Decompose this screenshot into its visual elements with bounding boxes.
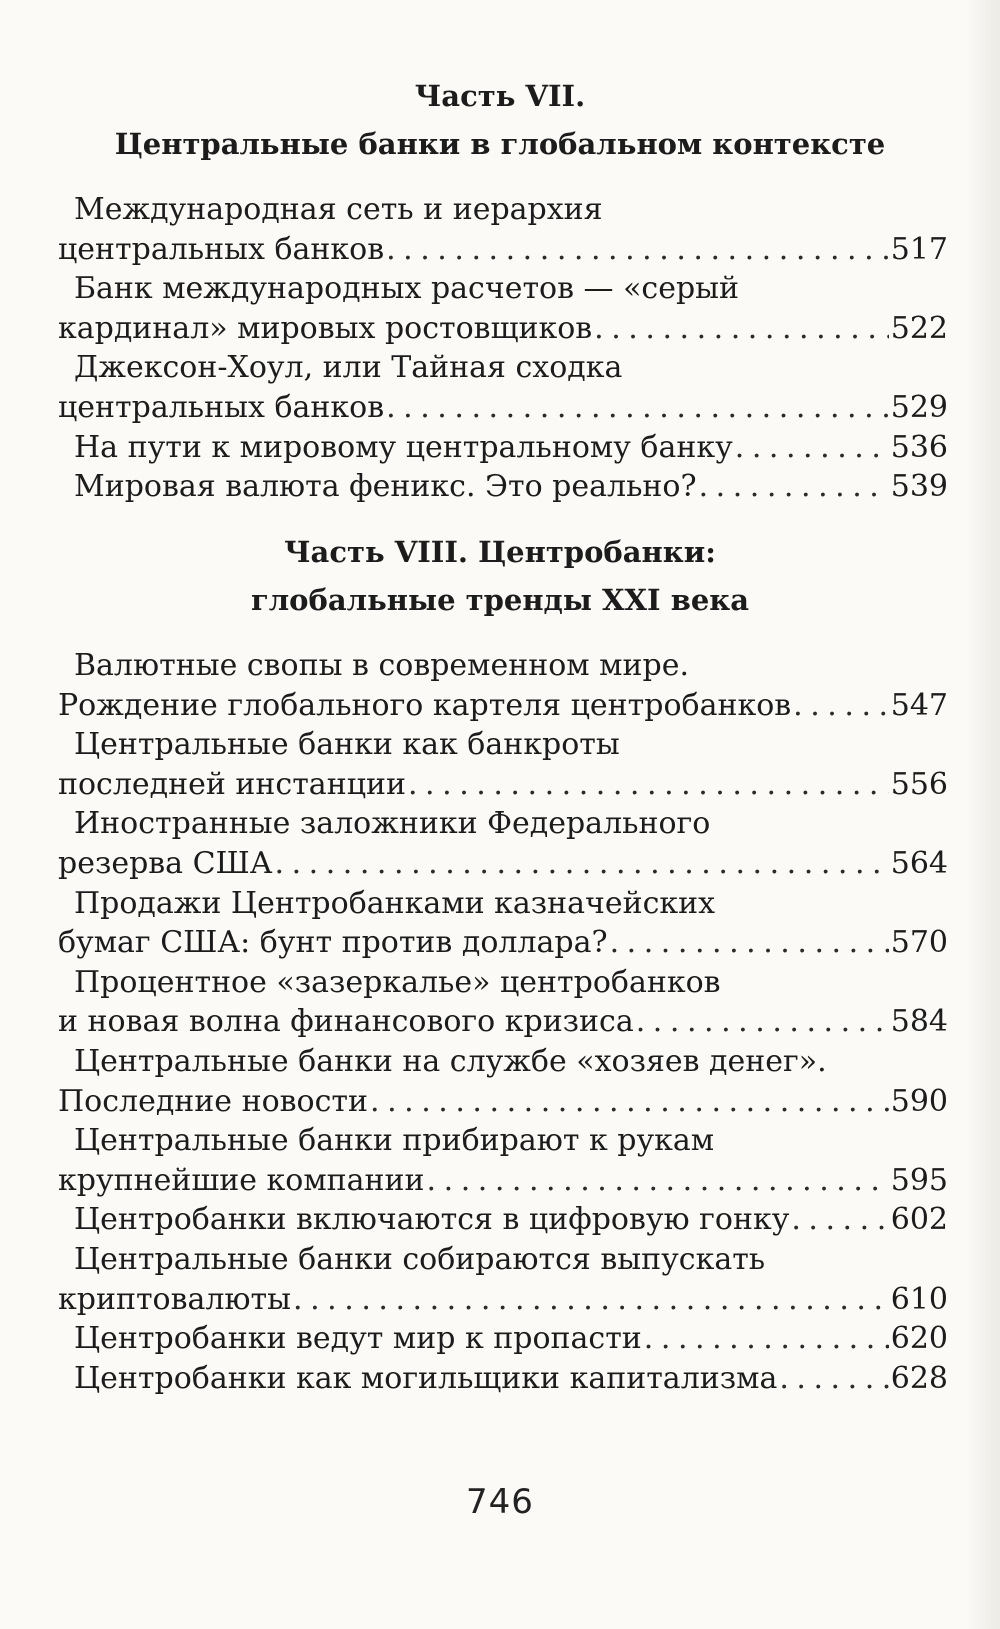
toc-entry-title: На пути к мировому центральному банку: [74, 429, 733, 465]
toc-entry: [58, 725, 948, 804]
toc-entry-page: 547: [890, 687, 948, 723]
dot-leader: [293, 1280, 889, 1320]
dot-leader: [610, 923, 889, 963]
dot-leader: [793, 686, 889, 726]
toc-entry-title-line-1: Иностранные заложники Федерального: [74, 806, 711, 842]
toc-entry-title-line-1: Валютные свопы в современном мире.: [74, 648, 689, 683]
toc-entry-title-line-1: Процентное «зазеркалье» центробанков: [74, 964, 721, 1000]
part-7-toc: [58, 190, 948, 507]
toc-entry: [58, 190, 948, 269]
toc-entry-title-line-2: крупнейшие компании: [58, 1162, 425, 1198]
toc-entry-title: Центробанки включаются в цифровую гонку: [74, 1202, 790, 1238]
toc-entry: [58, 348, 948, 427]
part-7-heading-line-2: Центральные банки в глобальном контексте: [114, 127, 886, 161]
toc-entry: [58, 963, 948, 1042]
toc-entry: [58, 804, 948, 883]
toc-entry-title-line-1: Международная сеть и иерархия: [74, 192, 603, 227]
toc-entry-title-line-2: последней инстанции: [58, 766, 406, 802]
part-8-toc: [58, 646, 948, 1398]
toc-entry: [58, 1121, 948, 1200]
toc-entry-title-line-2: кардинал» мировых ростовщиков: [58, 310, 593, 346]
toc-entry-page: 590: [890, 1083, 948, 1119]
toc-entry: [58, 646, 948, 725]
toc-entry-title-line-2: резерва США: [58, 845, 273, 881]
dot-leader: [427, 1161, 889, 1201]
toc-entry-title-line-2: Последние новости: [58, 1083, 368, 1119]
toc-entry-title-line-1: Центральные банки как банкроты: [74, 727, 620, 763]
toc-entry: [58, 1240, 948, 1319]
dot-leader: [735, 428, 889, 468]
toc-entry-page: 517: [890, 231, 948, 267]
page-edge-shadow: [966, 0, 1000, 1629]
toc-entry-page: 556: [890, 766, 948, 802]
dot-leader: [791, 1200, 888, 1240]
toc-entry-page: 628: [890, 1360, 948, 1396]
toc-entry-title-line-2: бумаг США: бунт против доллара?: [58, 925, 608, 961]
toc-entry: [58, 1359, 948, 1399]
toc-entry-title-line-2: Рождение глобального картеля центробанков: [58, 687, 792, 723]
dot-leader: [779, 1359, 888, 1399]
part-8-heading-line-1: Часть VIII. Центробанки:: [284, 535, 716, 569]
page-number: 746: [466, 1482, 534, 1522]
toc-entry: [58, 269, 948, 348]
dot-leader: [370, 1082, 889, 1122]
dot-leader: [699, 467, 889, 507]
toc-entry-page: 522: [890, 310, 948, 346]
toc-entry-page: 570: [890, 925, 948, 961]
toc-entry-page: 584: [890, 1004, 948, 1040]
toc-entry-title: Центробанки ведут мир к пропасти: [74, 1321, 642, 1357]
toc-entry-title-line-1: Джексон-Хоул, или Тайная сходка: [74, 350, 623, 386]
dot-leader: [594, 309, 889, 349]
toc-entry-title: Центробанки как могильщики капитализма: [74, 1360, 778, 1396]
toc-entry-title-line-2: центральных банков: [58, 231, 385, 267]
toc-entry: [58, 1042, 948, 1121]
toc-entry-page: 529: [890, 389, 948, 425]
toc-entry-title-line-2: центральных банков: [58, 389, 385, 425]
toc-entry-page: 610: [890, 1281, 948, 1317]
toc-entry: [58, 1319, 948, 1359]
dot-leader: [408, 765, 889, 805]
toc-entry-title: Мировая валюта феникс. Это реально?: [74, 469, 697, 505]
dot-leader: [636, 1002, 889, 1042]
toc-entry: [58, 884, 948, 963]
toc-entry: [58, 428, 948, 468]
toc-entry-title-line-1: Центральные банки собираются выпускать: [74, 1241, 766, 1277]
toc-entry-title-line-1: Центральные банки на службе «хозяев денег».: [74, 1043, 827, 1079]
toc-entry-page: 602: [890, 1202, 948, 1238]
dot-leader: [644, 1319, 889, 1359]
toc-entry-page: 564: [890, 845, 948, 881]
toc-entry: [58, 1200, 948, 1240]
toc-entry-title-line-2: и новая волна финансового кризиса: [58, 1004, 634, 1040]
dot-leader: [386, 388, 889, 428]
toc-entry-page: 620: [890, 1321, 948, 1357]
part-7-heading: [60, 72, 940, 168]
toc-entry-page: 536: [890, 429, 948, 465]
part-8-heading-line-2: глобальные тренды XXI века: [250, 583, 750, 617]
toc-entry-title-line-1: Центральные банки прибирают к рукам: [74, 1123, 715, 1159]
toc-entry-title-line-1: Продажи Центробанками казначейских: [74, 885, 716, 921]
toc-entry-page: 595: [890, 1162, 948, 1198]
dot-leader: [275, 844, 889, 884]
part-7-heading-line-1: Часть VII.: [414, 79, 586, 113]
toc-entry-title-line-2: криптовалюты: [58, 1281, 292, 1317]
toc-entry-title-line-1: Банк международных расчетов — «серый: [74, 271, 740, 307]
dot-leader: [386, 230, 889, 270]
toc-entry: [58, 467, 948, 507]
toc-entry-page: 539: [890, 469, 948, 505]
part-8-heading: [60, 528, 940, 624]
